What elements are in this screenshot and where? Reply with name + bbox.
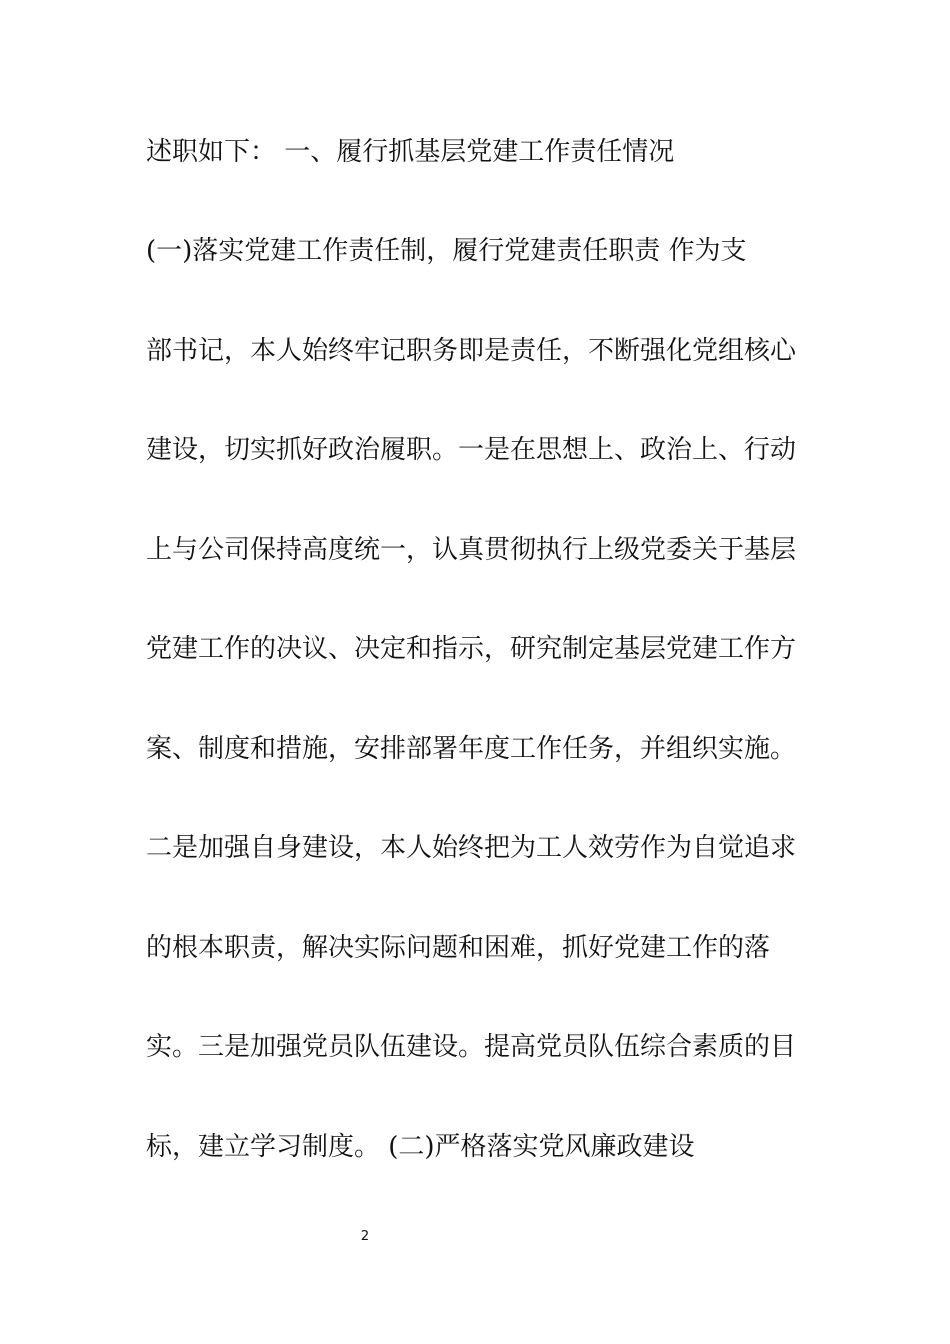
page-number: 2 bbox=[360, 1229, 370, 1244]
text-line-7: 案、制度和措施，安排部署年度工作任务，并组织实施。 bbox=[146, 734, 797, 764]
text-line-9: 的根本职责，解决实际问题和困难，抓好党建工作的落 bbox=[146, 933, 771, 963]
text-line-2: (一)落实党建工作责任制，履行党建责任职责 作为支 bbox=[146, 236, 747, 266]
text-line-5: 上与公司保持高度统一，认真贯彻执行上级党委关于基层 bbox=[146, 535, 797, 565]
text-line-8: 二是加强自身建设，本人始终把为工人效劳作为自觉追求 bbox=[146, 833, 797, 863]
text-line-11: 标，建立学习制度。 (二)严格落实党风廉政建设 bbox=[146, 1132, 695, 1162]
text-line-1: 述职如下： 一、履行抓基层党建工作责任情况 bbox=[146, 137, 675, 167]
text-line-4: 建设，切实抓好政治履职。一是在思想上、政治上、行动 bbox=[146, 435, 797, 465]
text-line-3: 部书记，本人始终牢记职务即是责任，不断强化党组核心 bbox=[146, 336, 797, 366]
text-line-10: 实。三是加强党员队伍建设。提高党员队伍综合素质的目 bbox=[146, 1032, 797, 1062]
text-line-6: 党建工作的决议、决定和指示，研究制定基层党建工作方 bbox=[146, 634, 797, 664]
